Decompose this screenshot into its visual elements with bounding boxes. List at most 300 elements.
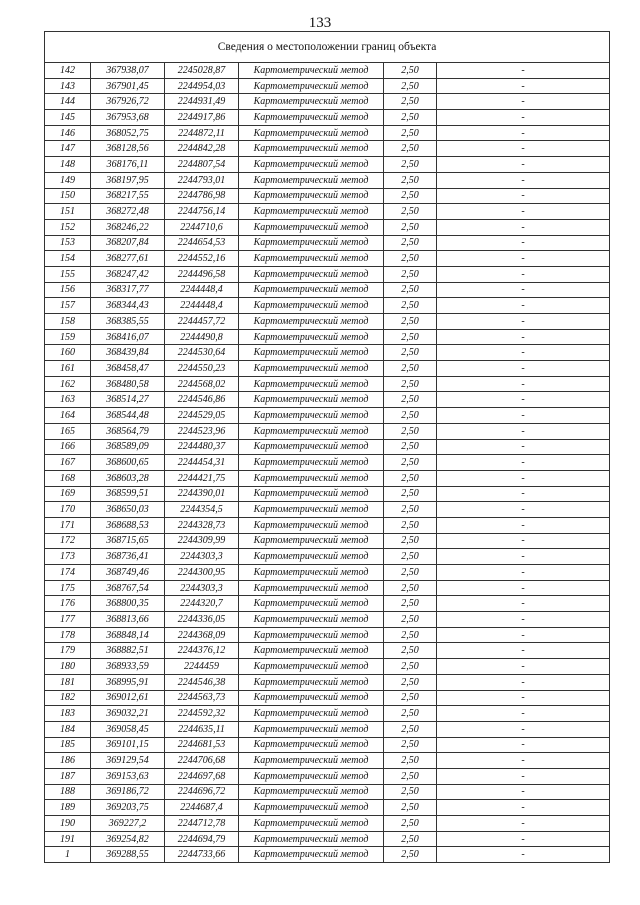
x-coordinate-cell: 368416,07 <box>91 329 165 345</box>
point-number-cell: 169 <box>45 486 91 502</box>
y-coordinate-cell: 2244872,11 <box>165 125 239 141</box>
accuracy-cell: 2,50 <box>384 266 437 282</box>
table-row <box>45 816 610 832</box>
page-number: 133 <box>308 15 332 31</box>
accuracy-cell: 2,50 <box>384 282 437 298</box>
method-cell: Картометрический метод <box>239 204 384 220</box>
accuracy-cell: 2,50 <box>384 110 437 126</box>
x-coordinate-cell: 369203,75 <box>91 800 165 816</box>
x-coordinate-cell: 368736,41 <box>91 549 165 565</box>
x-coordinate-cell: 367901,45 <box>91 78 165 94</box>
table-row <box>45 439 610 455</box>
accuracy-cell: 2,50 <box>384 737 437 753</box>
y-coordinate-cell: 2244303,3 <box>165 549 239 565</box>
accuracy-cell: 2,50 <box>384 470 437 486</box>
accuracy-cell: 2,50 <box>384 533 437 549</box>
note-cell: - <box>437 172 610 188</box>
point-number-cell: 173 <box>45 549 91 565</box>
method-cell: Картометрический метод <box>239 251 384 267</box>
point-number-cell: 146 <box>45 125 91 141</box>
note-cell: - <box>437 63 610 79</box>
y-coordinate-cell: 2244300,95 <box>165 565 239 581</box>
point-number-cell: 154 <box>45 251 91 267</box>
y-coordinate-cell: 2244563,73 <box>165 690 239 706</box>
x-coordinate-cell: 369254,82 <box>91 831 165 847</box>
note-cell: - <box>437 816 610 832</box>
y-coordinate-cell: 2244807,54 <box>165 157 239 173</box>
note-cell: - <box>437 627 610 643</box>
table-title: Сведения о местоположении границ объекта <box>45 32 610 63</box>
x-coordinate-cell: 367926,72 <box>91 94 165 110</box>
table-row <box>45 470 610 486</box>
note-cell: - <box>437 753 610 769</box>
note-cell: - <box>437 78 610 94</box>
x-coordinate-cell: 368995,91 <box>91 674 165 690</box>
method-cell: Картометрический метод <box>239 768 384 784</box>
y-coordinate-cell: 2244635,11 <box>165 721 239 737</box>
note-cell: - <box>437 659 610 675</box>
note-cell: - <box>437 643 610 659</box>
x-coordinate-cell: 368603,28 <box>91 470 165 486</box>
y-coordinate-cell: 2244706,68 <box>165 753 239 769</box>
method-cell: Картометрический метод <box>239 517 384 533</box>
y-coordinate-cell: 2244336,05 <box>165 612 239 628</box>
note-cell: - <box>437 800 610 816</box>
point-number-cell: 168 <box>45 470 91 486</box>
point-number-cell: 158 <box>45 314 91 330</box>
y-coordinate-cell: 2244592,32 <box>165 706 239 722</box>
method-cell: Картометрический метод <box>239 533 384 549</box>
y-coordinate-cell: 2244550,23 <box>165 361 239 377</box>
table-row <box>45 141 610 157</box>
method-cell: Картометрический метод <box>239 125 384 141</box>
method-cell: Картометрический метод <box>239 659 384 675</box>
note-cell: - <box>437 470 610 486</box>
table-row <box>45 847 610 863</box>
y-coordinate-cell: 2244687,4 <box>165 800 239 816</box>
accuracy-cell: 2,50 <box>384 690 437 706</box>
table-row <box>45 596 610 612</box>
table-body <box>45 32 610 863</box>
table-row <box>45 549 610 565</box>
point-number-cell: 165 <box>45 423 91 439</box>
table-row <box>45 502 610 518</box>
point-number-cell: 148 <box>45 157 91 173</box>
note-cell: - <box>437 517 610 533</box>
y-coordinate-cell: 2244696,72 <box>165 784 239 800</box>
x-coordinate-cell: 369032,21 <box>91 706 165 722</box>
y-coordinate-cell: 2244354,5 <box>165 502 239 518</box>
y-coordinate-cell: 2244390,01 <box>165 486 239 502</box>
note-cell: - <box>437 94 610 110</box>
y-coordinate-cell: 2244954,03 <box>165 78 239 94</box>
point-number-cell: 182 <box>45 690 91 706</box>
table-row <box>45 329 610 345</box>
method-cell: Картометрический метод <box>239 831 384 847</box>
note-cell: - <box>437 565 610 581</box>
x-coordinate-cell: 369227,2 <box>91 816 165 832</box>
y-coordinate-cell: 2244733,66 <box>165 847 239 863</box>
x-coordinate-cell: 368688,53 <box>91 517 165 533</box>
method-cell: Картометрический метод <box>239 470 384 486</box>
x-coordinate-cell: 368385,55 <box>91 314 165 330</box>
accuracy-cell: 2,50 <box>384 125 437 141</box>
x-coordinate-cell: 368650,03 <box>91 502 165 518</box>
table-row <box>45 706 610 722</box>
method-cell: Картометрический метод <box>239 345 384 361</box>
accuracy-cell: 2,50 <box>384 831 437 847</box>
y-coordinate-cell: 2244448,4 <box>165 282 239 298</box>
x-coordinate-cell: 368767,54 <box>91 580 165 596</box>
note-cell: - <box>437 768 610 784</box>
note-cell: - <box>437 847 610 863</box>
accuracy-cell: 2,50 <box>384 219 437 235</box>
x-coordinate-cell: 368272,48 <box>91 204 165 220</box>
note-cell: - <box>437 674 610 690</box>
method-cell: Картометрический метод <box>239 78 384 94</box>
accuracy-cell: 2,50 <box>384 329 437 345</box>
x-coordinate-cell: 368197,95 <box>91 172 165 188</box>
point-number-cell: 171 <box>45 517 91 533</box>
table-row <box>45 298 610 314</box>
accuracy-cell: 2,50 <box>384 549 437 565</box>
y-coordinate-cell: 2244793,01 <box>165 172 239 188</box>
x-coordinate-cell: 368207,84 <box>91 235 165 251</box>
accuracy-cell: 2,50 <box>384 706 437 722</box>
accuracy-cell: 2,50 <box>384 455 437 471</box>
x-coordinate-cell: 367938,07 <box>91 63 165 79</box>
accuracy-cell: 2,50 <box>384 565 437 581</box>
note-cell: - <box>437 251 610 267</box>
y-coordinate-cell: 2244568,02 <box>165 376 239 392</box>
x-coordinate-cell: 369153,63 <box>91 768 165 784</box>
note-cell: - <box>437 423 610 439</box>
point-number-cell: 151 <box>45 204 91 220</box>
y-coordinate-cell: 2244530,64 <box>165 345 239 361</box>
note-cell: - <box>437 361 610 377</box>
y-coordinate-cell: 2244490,8 <box>165 329 239 345</box>
y-coordinate-cell: 2244529,05 <box>165 408 239 424</box>
y-coordinate-cell: 2244459 <box>165 659 239 675</box>
accuracy-cell: 2,50 <box>384 643 437 659</box>
point-number-cell: 187 <box>45 768 91 784</box>
table-row <box>45 282 610 298</box>
method-cell: Картометрический метод <box>239 612 384 628</box>
method-cell: Картометрический метод <box>239 188 384 204</box>
x-coordinate-cell: 369186,72 <box>91 784 165 800</box>
note-cell: - <box>437 706 610 722</box>
y-coordinate-cell: 2244546,86 <box>165 392 239 408</box>
point-number-cell: 179 <box>45 643 91 659</box>
point-number-cell: 170 <box>45 502 91 518</box>
x-coordinate-cell: 368749,46 <box>91 565 165 581</box>
note-cell: - <box>437 157 610 173</box>
table-row <box>45 314 610 330</box>
point-number-cell: 153 <box>45 235 91 251</box>
note-cell: - <box>437 235 610 251</box>
y-coordinate-cell: 2244710,6 <box>165 219 239 235</box>
point-number-cell: 178 <box>45 627 91 643</box>
point-number-cell: 152 <box>45 219 91 235</box>
x-coordinate-cell: 368933,59 <box>91 659 165 675</box>
method-cell: Картометрический метод <box>239 94 384 110</box>
method-cell: Картометрический метод <box>239 565 384 581</box>
method-cell: Картометрический метод <box>239 596 384 612</box>
accuracy-cell: 2,50 <box>384 376 437 392</box>
note-cell: - <box>437 329 610 345</box>
accuracy-cell: 2,50 <box>384 800 437 816</box>
accuracy-cell: 2,50 <box>384 94 437 110</box>
table-row <box>45 94 610 110</box>
y-coordinate-cell: 2244756,14 <box>165 204 239 220</box>
point-number-cell: 184 <box>45 721 91 737</box>
method-cell: Картометрический метод <box>239 314 384 330</box>
table-row <box>45 125 610 141</box>
method-cell: Картометрический метод <box>239 110 384 126</box>
y-coordinate-cell: 2245028,87 <box>165 63 239 79</box>
method-cell: Картометрический метод <box>239 706 384 722</box>
accuracy-cell: 2,50 <box>384 423 437 439</box>
point-number-cell: 166 <box>45 439 91 455</box>
accuracy-cell: 2,50 <box>384 251 437 267</box>
table-row <box>45 517 610 533</box>
method-cell: Картометрический метод <box>239 737 384 753</box>
x-coordinate-cell: 368600,65 <box>91 455 165 471</box>
note-cell: - <box>437 690 610 706</box>
note-cell: - <box>437 612 610 628</box>
y-coordinate-cell: 2244480,37 <box>165 439 239 455</box>
method-cell: Картометрический метод <box>239 643 384 659</box>
note-cell: - <box>437 580 610 596</box>
accuracy-cell: 2,50 <box>384 517 437 533</box>
table-row <box>45 486 610 502</box>
x-coordinate-cell: 367953,68 <box>91 110 165 126</box>
x-coordinate-cell: 368128,56 <box>91 141 165 157</box>
point-number-cell: 174 <box>45 565 91 581</box>
method-cell: Картометрический метод <box>239 502 384 518</box>
point-number-cell: 142 <box>45 63 91 79</box>
point-number-cell: 143 <box>45 78 91 94</box>
table-row <box>45 533 610 549</box>
note-cell: - <box>437 549 610 565</box>
note-cell: - <box>437 282 610 298</box>
y-coordinate-cell: 2244523,96 <box>165 423 239 439</box>
y-coordinate-cell: 2244931,49 <box>165 94 239 110</box>
table-row <box>45 63 610 79</box>
note-cell: - <box>437 486 610 502</box>
note-cell: - <box>437 141 610 157</box>
y-coordinate-cell: 2244917,86 <box>165 110 239 126</box>
note-cell: - <box>437 298 610 314</box>
x-coordinate-cell: 369101,15 <box>91 737 165 753</box>
accuracy-cell: 2,50 <box>384 768 437 784</box>
accuracy-cell: 2,50 <box>384 298 437 314</box>
note-cell: - <box>437 455 610 471</box>
method-cell: Картометрический метод <box>239 266 384 282</box>
note-cell: - <box>437 314 610 330</box>
table-row <box>45 392 610 408</box>
point-number-cell: 188 <box>45 784 91 800</box>
x-coordinate-cell: 368052,75 <box>91 125 165 141</box>
accuracy-cell: 2,50 <box>384 674 437 690</box>
accuracy-cell: 2,50 <box>384 580 437 596</box>
y-coordinate-cell: 2244320,7 <box>165 596 239 612</box>
y-coordinate-cell: 2244496,58 <box>165 266 239 282</box>
table-title-row <box>45 32 610 63</box>
x-coordinate-cell: 368439,84 <box>91 345 165 361</box>
note-cell: - <box>437 721 610 737</box>
point-number-cell: 176 <box>45 596 91 612</box>
table-row <box>45 110 610 126</box>
note-cell: - <box>437 266 610 282</box>
x-coordinate-cell: 368848,14 <box>91 627 165 643</box>
point-number-cell: 175 <box>45 580 91 596</box>
table-row <box>45 565 610 581</box>
method-cell: Картометрический метод <box>239 549 384 565</box>
method-cell: Картометрический метод <box>239 674 384 690</box>
table-row <box>45 235 610 251</box>
note-cell: - <box>437 831 610 847</box>
table-row <box>45 423 610 439</box>
accuracy-cell: 2,50 <box>384 157 437 173</box>
accuracy-cell: 2,50 <box>384 627 437 643</box>
accuracy-cell: 2,50 <box>384 78 437 94</box>
x-coordinate-cell: 368344,43 <box>91 298 165 314</box>
accuracy-cell: 2,50 <box>384 188 437 204</box>
accuracy-cell: 2,50 <box>384 753 437 769</box>
x-coordinate-cell: 368480,58 <box>91 376 165 392</box>
x-coordinate-cell: 368217,55 <box>91 188 165 204</box>
method-cell: Картометрический метод <box>239 298 384 314</box>
accuracy-cell: 2,50 <box>384 141 437 157</box>
method-cell: Картометрический метод <box>239 157 384 173</box>
y-coordinate-cell: 2244328,73 <box>165 517 239 533</box>
note-cell: - <box>437 737 610 753</box>
method-cell: Картометрический метод <box>239 141 384 157</box>
y-coordinate-cell: 2244697,68 <box>165 768 239 784</box>
note-cell: - <box>437 439 610 455</box>
y-coordinate-cell: 2244786,98 <box>165 188 239 204</box>
point-number-cell: 186 <box>45 753 91 769</box>
point-number-cell: 191 <box>45 831 91 847</box>
x-coordinate-cell: 368715,65 <box>91 533 165 549</box>
point-number-cell: 172 <box>45 533 91 549</box>
accuracy-cell: 2,50 <box>384 172 437 188</box>
x-coordinate-cell: 368589,09 <box>91 439 165 455</box>
method-cell: Картометрический метод <box>239 376 384 392</box>
table-row <box>45 674 610 690</box>
boundary-coordinates-table <box>44 31 610 863</box>
point-number-cell: 145 <box>45 110 91 126</box>
y-coordinate-cell: 2244303,3 <box>165 580 239 596</box>
table-row <box>45 612 610 628</box>
y-coordinate-cell: 2244546,38 <box>165 674 239 690</box>
table-row <box>45 643 610 659</box>
x-coordinate-cell: 369288,55 <box>91 847 165 863</box>
table-row <box>45 251 610 267</box>
method-cell: Картометрический метод <box>239 172 384 188</box>
method-cell: Картометрический метод <box>239 282 384 298</box>
table-row <box>45 157 610 173</box>
method-cell: Картометрический метод <box>239 392 384 408</box>
table-row <box>45 768 610 784</box>
x-coordinate-cell: 368176,11 <box>91 157 165 173</box>
table-row <box>45 627 610 643</box>
method-cell: Картометрический метод <box>239 627 384 643</box>
note-cell: - <box>437 596 610 612</box>
accuracy-cell: 2,50 <box>384 392 437 408</box>
y-coordinate-cell: 2244712,78 <box>165 816 239 832</box>
note-cell: - <box>437 408 610 424</box>
table-row <box>45 659 610 675</box>
accuracy-cell: 2,50 <box>384 596 437 612</box>
x-coordinate-cell: 368882,51 <box>91 643 165 659</box>
y-coordinate-cell: 2244654,53 <box>165 235 239 251</box>
method-cell: Картометрический метод <box>239 486 384 502</box>
accuracy-cell: 2,50 <box>384 659 437 675</box>
point-number-cell: 163 <box>45 392 91 408</box>
accuracy-cell: 2,50 <box>384 816 437 832</box>
note-cell: - <box>437 345 610 361</box>
x-coordinate-cell: 369058,45 <box>91 721 165 737</box>
point-number-cell: 167 <box>45 455 91 471</box>
y-coordinate-cell: 2244421,75 <box>165 470 239 486</box>
note-cell: - <box>437 110 610 126</box>
accuracy-cell: 2,50 <box>384 486 437 502</box>
point-number-cell: 177 <box>45 612 91 628</box>
y-coordinate-cell: 2244309,99 <box>165 533 239 549</box>
x-coordinate-cell: 368800,35 <box>91 596 165 612</box>
table-row <box>45 78 610 94</box>
note-cell: - <box>437 219 610 235</box>
accuracy-cell: 2,50 <box>384 204 437 220</box>
y-coordinate-cell: 2244681,53 <box>165 737 239 753</box>
table-row <box>45 219 610 235</box>
point-number-cell: 190 <box>45 816 91 832</box>
accuracy-cell: 2,50 <box>384 361 437 377</box>
accuracy-cell: 2,50 <box>384 408 437 424</box>
table-row <box>45 361 610 377</box>
point-number-cell: 160 <box>45 345 91 361</box>
method-cell: Картометрический метод <box>239 63 384 79</box>
y-coordinate-cell: 2244842,28 <box>165 141 239 157</box>
note-cell: - <box>437 376 610 392</box>
point-number-cell: 162 <box>45 376 91 392</box>
note-cell: - <box>437 533 610 549</box>
method-cell: Картометрический метод <box>239 423 384 439</box>
point-number-cell: 181 <box>45 674 91 690</box>
y-coordinate-cell: 2244457,72 <box>165 314 239 330</box>
accuracy-cell: 2,50 <box>384 721 437 737</box>
accuracy-cell: 2,50 <box>384 63 437 79</box>
y-coordinate-cell: 2244368,09 <box>165 627 239 643</box>
point-number-cell: 1 <box>45 847 91 863</box>
point-number-cell: 189 <box>45 800 91 816</box>
point-number-cell: 164 <box>45 408 91 424</box>
accuracy-cell: 2,50 <box>384 847 437 863</box>
method-cell: Картометрический метод <box>239 408 384 424</box>
x-coordinate-cell: 368514,27 <box>91 392 165 408</box>
table-row <box>45 266 610 282</box>
y-coordinate-cell: 2244552,16 <box>165 251 239 267</box>
method-cell: Картометрический метод <box>239 800 384 816</box>
point-number-cell: 159 <box>45 329 91 345</box>
table-row <box>45 188 610 204</box>
method-cell: Картометрический метод <box>239 580 384 596</box>
point-number-cell: 180 <box>45 659 91 675</box>
x-coordinate-cell: 368458,47 <box>91 361 165 377</box>
point-number-cell: 155 <box>45 266 91 282</box>
